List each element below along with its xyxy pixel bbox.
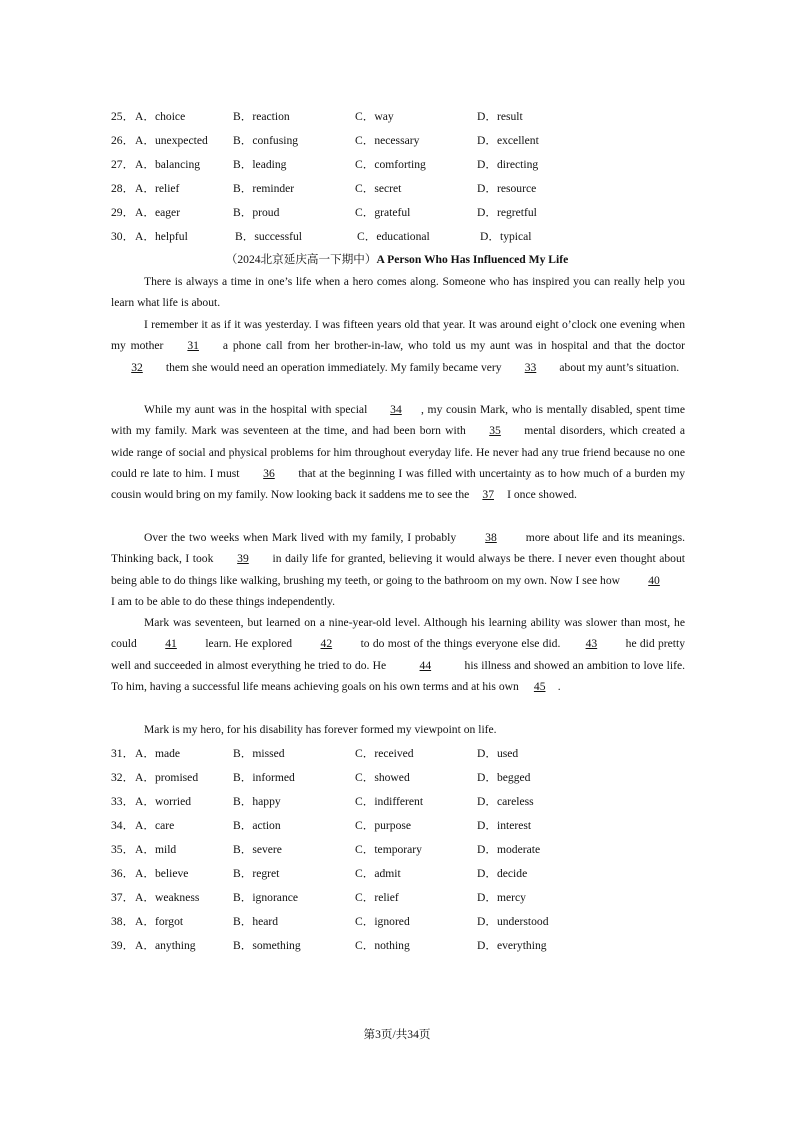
option-b: B．informed [233,771,295,784]
option-c: C．purpose [355,819,412,832]
question-options-row [111,841,711,857]
question-options-row [111,793,711,809]
question-options-row [111,180,711,196]
option-a: A．care [135,819,175,832]
paragraph-text: , my cousin Mark, who is mentally disabled, spent time with my family. Mark was seventeen at the time, and had been born with [111,403,685,438]
paragraph-text: There is always a time in one’s life when a hero comes along. Someone who has inspired you can really help you learn what life is about. [111,275,685,310]
paragraph-text: that at the beginning I was filled with uncertainty as to how much of a burden my cousin would bring on my family. Now looking back it saddens me to see the [111,466,686,502]
question-options-row [111,913,711,929]
paragraph-text: Mark was seventeen, but learned on a nine-year-old level. Although his learning ability was slower than most, he could [111,616,685,651]
paragraph-text: about my aunt’s situation. [556,360,680,374]
option-a: A．made [135,747,181,760]
paragraph-text: . [557,679,561,693]
question-number: 29． [111,206,135,219]
option-b: B．regret [233,867,280,880]
option-c: C．admit [355,867,401,880]
paragraph-text: in daily life for granted, believing it would always be there. I never even thought about being able to do things like walking, brushing my teeth, or going to the bathroom on my own. Now I see how [111,552,685,587]
blank-45: 45 [533,679,546,693]
option-a: A．choice [135,110,186,123]
option-c: C．indifferent [355,795,424,808]
passage-heading: A Person Who Has Influenced My Life [376,253,569,266]
blank-37: 37 [482,488,494,502]
question-number: 38． [111,915,135,928]
passage-paragraph [111,314,685,378]
option-d: D．interest [477,819,532,832]
paragraph-text: Over the two weeks when Mark lived with my family, I probably [144,531,460,544]
option-c: C．secret [355,182,402,195]
option-c: C．grateful [355,206,411,219]
question-number: 39． [111,939,135,952]
option-a: A．anything [135,939,196,952]
option-d: D．begged [477,771,531,784]
blank-32: 32 [131,360,143,374]
option-c: C．ignored [355,915,410,928]
option-d: D．decide [477,867,528,880]
option-d: D．result [477,110,523,123]
blank-34: 34 [390,403,402,416]
blank-39: 39 [237,552,249,566]
blank-31: 31 [187,339,199,353]
option-c: C．way [355,110,394,123]
passage-source: （2024北京延庆高一下期中） [225,253,377,266]
option-a: A．worried [135,795,192,808]
paragraph-text: them she would need an operation immediately. My family became very [163,360,505,374]
option-b: B．severe [233,843,282,856]
option-b: B．reminder [233,182,295,195]
question-number: 26． [111,134,135,147]
question-number: 28． [111,182,135,195]
option-c: C．temporary [355,843,422,856]
option-c: C．showed [355,771,410,784]
option-b: B．something [233,939,301,952]
question-options-row [111,108,711,124]
question-number: 34． [111,819,135,832]
paragraph-text: I once showed. [504,488,577,502]
option-a: A．relief [135,182,180,195]
question-options-row [111,745,711,761]
option-b: B．heard [233,915,279,928]
paragraph-text: a phone call from her brother-in-law, who told us my aunt was in hospital and that the doctor [218,339,685,353]
question-options-row [111,865,711,881]
passage-paragraph [111,527,685,612]
option-a: A．promised [135,771,199,784]
blank-43: 43 [585,637,598,651]
option-b: B．leading [233,158,287,171]
question-number: 27． [111,158,135,171]
paragraph-text: mental disorders, which created a wide range of social and physical problems for him throughout everyday life. He never had any true friend because no one could re late to him. I must [111,424,685,480]
blank-42: 42 [320,637,333,651]
passage-title [0,251,794,267]
option-d: D．mercy [477,891,526,904]
option-b: B．happy [233,795,281,808]
option-a: A．weakness [135,891,200,904]
blank-33: 33 [524,360,537,374]
option-d: D．used [477,747,519,760]
option-b: B．confusing [233,134,299,147]
option-a: A．balancing [135,158,201,171]
blank-44: 44 [419,658,432,672]
question-number: 35． [111,843,135,856]
paragraph-text: he did pretty well and succeeded in almost everything he tried to do. He [111,637,686,672]
question-options-row [111,228,711,244]
option-d: D．moderate [477,843,541,856]
paragraph-text: I remember it as if it was yesterday. I was fifteen years old that year. It was around eight o’clock one evening when my mother [111,318,685,353]
option-c: C．received [355,747,414,760]
blank-40: 40 [648,573,660,587]
blank-36: 36 [263,466,275,480]
option-b: B．ignorance [233,891,299,904]
blank-35: 35 [489,424,501,438]
option-a: A．eager [135,206,181,219]
option-c: C．nothing [355,939,410,952]
question-options-row [111,937,711,953]
option-c: C．comforting [355,158,426,171]
question-number: 31． [111,747,135,760]
option-b: B．proud [233,206,280,219]
option-d: D．resource [477,182,537,195]
option-d: D．understood [477,915,549,928]
question-number: 25． [111,110,135,123]
passage-paragraph [111,612,685,697]
option-b: B．reaction [233,110,290,123]
option-b: B．missed [233,747,285,760]
option-d: D．regretful [477,206,537,219]
question-number: 37． [111,891,135,904]
paragraph-text: to do most of the things everyone else did. [357,637,561,651]
passage-paragraph [111,399,685,505]
option-a: A．unexpected [135,134,208,147]
passage-paragraph [111,719,685,740]
option-b: B．action [233,819,281,832]
question-number: 33． [111,795,135,808]
option-d: D．directing [477,158,539,171]
option-c: C．relief [355,891,399,904]
passage-paragraph [111,271,685,314]
blank-38: 38 [485,531,497,544]
question-options-row [111,769,711,785]
option-a: A．forgot [135,915,184,928]
option-a: A．mild [135,843,177,856]
question-options-row [111,204,711,220]
option-d: D．everything [477,939,547,952]
option-d: D．excellent [477,134,539,147]
question-options-row [111,156,711,172]
question-options-row [111,889,711,905]
blank-41: 41 [165,637,177,651]
option-c: C．necessary [355,134,420,147]
page-number-footer: 第3页/共34页 [363,1028,431,1041]
paragraph-text: learn. He explored [202,637,296,651]
option-a: A．believe [135,867,189,880]
paragraph-text: Mark is my hero, for his disability has forever formed my viewpoint on life. [144,723,497,736]
option-d: D．careless [477,795,534,808]
option-c: C．educational [357,230,430,243]
question-number: 30． [111,230,135,243]
question-options-row [111,132,711,148]
option-b: B．successful [235,230,302,243]
option-d: D．typical [480,230,532,243]
paragraph-text: his illness and showed an ambition to love life. To him, having a successful life means achieving goals on his own terms and at his own [111,658,685,693]
paragraph-text: While my aunt was in the hospital with special [144,403,371,416]
paragraph-text: I am to be able to do these things independently. [111,594,335,608]
paragraph-text: more about life and its meanings. Thinking back, I took [111,531,685,566]
question-options-row [111,817,711,833]
question-number: 36． [111,867,135,880]
option-a: A．helpful [135,230,188,243]
question-number: 32． [111,771,135,784]
